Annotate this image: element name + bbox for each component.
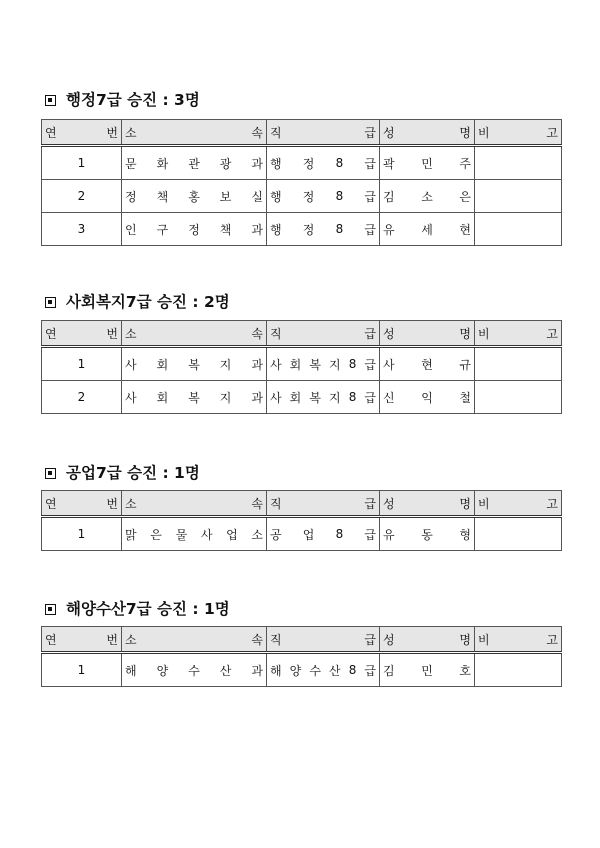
header-label: 연 번 [45,496,118,511]
square-bullet-icon [45,604,56,615]
grade-cell [267,381,380,414]
header-number [42,491,122,517]
name-cell [380,381,475,414]
square-bullet-icon [45,297,56,308]
grade-text: 사 회 복 지 8 급 [270,357,376,372]
header-number [42,120,122,146]
header-grade [267,321,380,347]
remarks-cell [475,180,562,213]
header-label: 연 번 [45,326,118,341]
header-grade [267,491,380,517]
department-text: 인 구 정 책 과 [125,222,263,237]
header-name [380,491,475,517]
number-cell: 1 [42,146,122,180]
table-row [42,213,562,246]
department-cell [122,180,267,213]
header-department [122,627,267,653]
name-cell [380,213,475,246]
table-header-row [42,627,562,653]
square-bullet-icon [45,95,56,106]
table-row [42,517,562,551]
department-cell [122,347,267,381]
name-text: 유 세 현 [383,222,471,237]
header-name [380,120,475,146]
number-cell: 1 [42,347,122,381]
department-cell [122,381,267,414]
header-remarks [475,491,562,517]
remarks-cell [475,146,562,180]
remarks-cell [475,653,562,687]
header-label: 성 명 [383,326,471,341]
header-label: 소 속 [125,326,263,341]
name-cell [380,180,475,213]
section-title: 해양수산7급 승진 : 1명 [66,600,230,618]
remarks-cell [475,381,562,414]
table-row [42,347,562,381]
header-label: 비 고 [478,125,558,140]
name-text: 사 현 규 [383,357,471,372]
grade-cell [267,213,380,246]
promotion-table [41,490,562,551]
promotion-table [41,626,562,687]
header-label: 성 명 [383,125,471,140]
table-header-row [42,321,562,347]
department-text: 문 화 관 광 과 [125,156,263,171]
remarks-cell [475,517,562,551]
grade-text: 행 정 8 급 [270,156,376,171]
department-text: 맑 은 물 사 업 소 [125,527,263,542]
table-row [42,146,562,180]
department-text: 사 회 복 지 과 [125,390,263,405]
header-label: 연 번 [45,125,118,140]
grade-text: 해 양 수 산 8 급 [270,663,376,678]
section-heading [45,89,200,111]
header-grade [267,120,380,146]
header-department [122,120,267,146]
grade-cell [267,517,380,551]
header-label: 직 급 [270,326,376,341]
section-heading [45,291,230,313]
department-text: 정 책 홍 보 실 [125,189,263,204]
department-cell [122,517,267,551]
header-department [122,491,267,517]
number-cell: 2 [42,381,122,414]
table-header-row [42,491,562,517]
header-remarks [475,120,562,146]
table-row [42,180,562,213]
header-grade [267,627,380,653]
name-cell [380,347,475,381]
header-label: 비 고 [478,326,558,341]
header-label: 비 고 [478,496,558,511]
header-label: 직 급 [270,496,376,511]
name-text: 신 익 철 [383,390,471,405]
grade-cell [267,347,380,381]
grade-text: 행 정 8 급 [270,222,376,237]
square-bullet-icon [45,468,56,479]
promotion-table [41,320,562,414]
header-label: 소 속 [125,496,263,511]
header-name [380,321,475,347]
section-title: 행정7급 승진 : 3명 [66,91,200,109]
name-text: 유 동 형 [383,527,471,542]
grade-cell [267,146,380,180]
remarks-cell [475,347,562,381]
grade-text: 행 정 8 급 [270,189,376,204]
grade-cell [267,653,380,687]
section-title: 사회복지7급 승진 : 2명 [66,293,230,311]
promotion-table [41,119,562,246]
number-cell: 2 [42,180,122,213]
grade-text: 공 업 8 급 [270,527,376,542]
header-label: 직 급 [270,632,376,647]
header-department [122,321,267,347]
header-name [380,627,475,653]
header-label: 직 급 [270,125,376,140]
number-cell: 3 [42,213,122,246]
grade-text: 사 회 복 지 8 급 [270,390,376,405]
name-text: 김 소 은 [383,189,471,204]
department-cell [122,653,267,687]
header-label: 비 고 [478,632,558,647]
number-cell: 1 [42,517,122,551]
department-text: 해 양 수 산 과 [125,663,263,678]
header-label: 성 명 [383,632,471,647]
header-remarks [475,627,562,653]
header-number [42,321,122,347]
department-cell [122,213,267,246]
header-label: 소 속 [125,125,263,140]
header-label: 소 속 [125,632,263,647]
department-cell [122,146,267,180]
name-cell [380,653,475,687]
table-header-row [42,120,562,146]
number-cell: 1 [42,653,122,687]
section-heading [45,598,230,620]
remarks-cell [475,213,562,246]
header-label: 연 번 [45,632,118,647]
department-text: 사 회 복 지 과 [125,357,263,372]
header-label: 성 명 [383,496,471,511]
section-heading [45,462,200,484]
name-cell [380,146,475,180]
name-text: 곽 민 주 [383,156,471,171]
name-text: 김 민 호 [383,663,471,678]
table-row [42,381,562,414]
grade-cell [267,180,380,213]
header-remarks [475,321,562,347]
name-cell [380,517,475,551]
table-row [42,653,562,687]
header-number [42,627,122,653]
section-title: 공업7급 승진 : 1명 [66,464,200,482]
